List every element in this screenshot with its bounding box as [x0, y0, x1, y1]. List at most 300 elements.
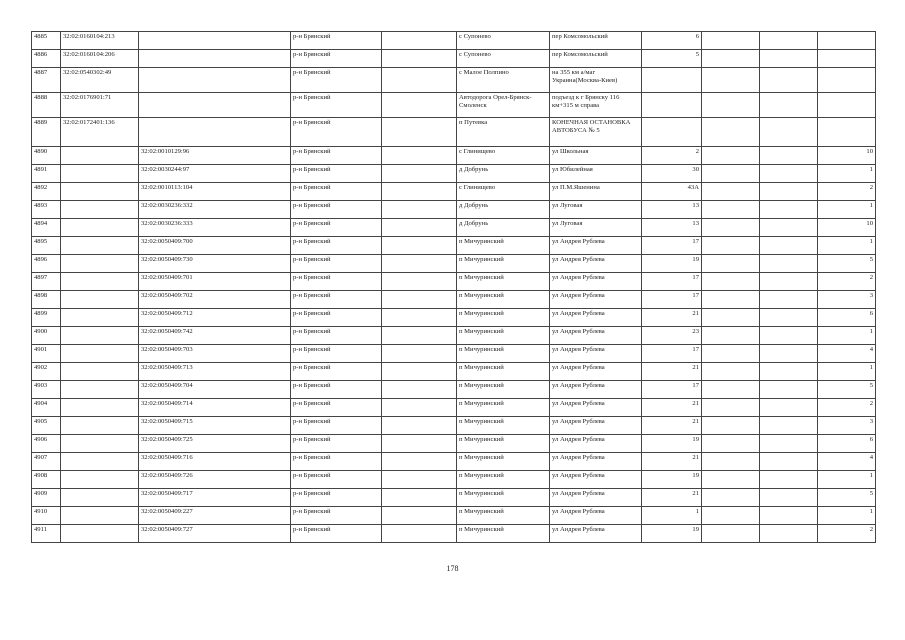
locality-cell: п Мичуринский — [457, 363, 550, 381]
district-cell: р-н Брянский — [291, 118, 382, 147]
empty-cell — [702, 237, 760, 255]
cadastral-number-cell — [61, 255, 139, 273]
cadastral-number-cell — [61, 363, 139, 381]
empty-cell — [702, 68, 760, 93]
row-number-cell: 4896 — [32, 255, 61, 273]
locality-cell: с Глинищево — [457, 147, 550, 165]
table-row — [32, 219, 876, 237]
empty-cell — [702, 50, 760, 68]
district-cell: р-н Брянский — [291, 291, 382, 309]
apartment-cell: 6 — [818, 309, 876, 327]
building-cadastral-cell: 32:02:0050409:727 — [139, 525, 291, 543]
cadastral-number-cell — [61, 381, 139, 399]
house-number-cell: 43А — [642, 183, 702, 201]
building-cadastral-cell: 32:02:0050409:715 — [139, 417, 291, 435]
locality-cell: п Мичуринский — [457, 345, 550, 363]
locality-cell: п Путевка — [457, 118, 550, 147]
district-cell: р-н Брянский — [291, 147, 382, 165]
cadastral-number-cell: 32:02:0172401:136 — [61, 118, 139, 147]
house-number-cell — [642, 118, 702, 147]
apartment-cell: 5 — [818, 381, 876, 399]
house-number-cell: 13 — [642, 219, 702, 237]
empty-cell — [760, 453, 818, 471]
apartment-cell: 3 — [818, 417, 876, 435]
empty-cell — [382, 363, 457, 381]
empty-cell — [382, 381, 457, 399]
house-number-cell: 21 — [642, 399, 702, 417]
table-row — [32, 93, 876, 118]
building-cadastral-cell — [139, 68, 291, 93]
row-number-cell: 4901 — [32, 345, 61, 363]
building-cadastral-cell: 32:02:0050409:717 — [139, 489, 291, 507]
district-cell: р-н Брянский — [291, 489, 382, 507]
row-number-cell: 4900 — [32, 327, 61, 345]
cadastral-number-cell — [61, 183, 139, 201]
street-cell: ул Андрея Рублева — [550, 489, 642, 507]
apartment-cell: 3 — [818, 291, 876, 309]
empty-cell — [760, 309, 818, 327]
district-cell: р-н Брянский — [291, 255, 382, 273]
street-cell: ул Юбилейная — [550, 165, 642, 183]
house-number-cell — [642, 93, 702, 118]
street-cell: ул П.М.Яшенина — [550, 183, 642, 201]
cadastral-number-cell — [61, 345, 139, 363]
table-row — [32, 273, 876, 291]
district-cell: р-н Брянский — [291, 327, 382, 345]
house-number-cell: 17 — [642, 291, 702, 309]
empty-cell — [382, 183, 457, 201]
street-cell: подъезд к г Брянску 116 км+315 м справа — [550, 93, 642, 118]
registry-rows — [32, 32, 876, 543]
cadastral-number-cell — [61, 471, 139, 489]
house-number-cell: 30 — [642, 165, 702, 183]
street-cell: на 355 км а/маг Украина(Москва-Киев) — [550, 68, 642, 93]
locality-cell: п Мичуринский — [457, 399, 550, 417]
building-cadastral-cell — [139, 93, 291, 118]
apartment-cell — [818, 32, 876, 50]
empty-cell — [702, 399, 760, 417]
empty-cell — [382, 327, 457, 345]
district-cell: р-н Брянский — [291, 363, 382, 381]
empty-cell — [702, 219, 760, 237]
locality-cell: п Мичуринский — [457, 453, 550, 471]
empty-cell — [760, 507, 818, 525]
cadastral-number-cell — [61, 165, 139, 183]
street-cell: ул Луговая — [550, 201, 642, 219]
empty-cell — [382, 417, 457, 435]
street-cell: ул Андрея Рублева — [550, 273, 642, 291]
empty-cell — [702, 435, 760, 453]
table-row — [32, 147, 876, 165]
table-row — [32, 417, 876, 435]
empty-cell — [760, 471, 818, 489]
building-cadastral-cell: 32:02:0050409:725 — [139, 435, 291, 453]
table-row — [32, 381, 876, 399]
locality-cell: п Мичуринский — [457, 309, 550, 327]
apartment-cell: 10 — [818, 219, 876, 237]
apartment-cell: 1 — [818, 363, 876, 381]
building-cadastral-cell: 32:02:0050409:701 — [139, 273, 291, 291]
apartment-cell: 2 — [818, 525, 876, 543]
district-cell: р-н Брянский — [291, 471, 382, 489]
locality-cell: д Добрунь — [457, 201, 550, 219]
table-row — [32, 471, 876, 489]
house-number-cell: 19 — [642, 255, 702, 273]
empty-cell — [760, 291, 818, 309]
empty-cell — [702, 183, 760, 201]
empty-cell — [382, 50, 457, 68]
row-number-cell: 4886 — [32, 50, 61, 68]
street-cell: пер Комсомольский — [550, 32, 642, 50]
locality-cell: п Мичуринский — [457, 489, 550, 507]
table-row — [32, 118, 876, 147]
table-row — [32, 237, 876, 255]
street-cell: ул Андрея Рублева — [550, 309, 642, 327]
building-cadastral-cell — [139, 50, 291, 68]
street-cell: ул Луговая — [550, 219, 642, 237]
empty-cell — [382, 219, 457, 237]
cadastral-number-cell: 32:02:0540302:49 — [61, 68, 139, 93]
empty-cell — [702, 327, 760, 345]
apartment-cell: 1 — [818, 201, 876, 219]
row-number-cell: 4897 — [32, 273, 61, 291]
house-number-cell: 13 — [642, 201, 702, 219]
table-row — [32, 50, 876, 68]
empty-cell — [702, 255, 760, 273]
table-row — [32, 255, 876, 273]
empty-cell — [382, 201, 457, 219]
district-cell: р-н Брянский — [291, 345, 382, 363]
apartment-cell: 1 — [818, 237, 876, 255]
building-cadastral-cell: 32:02:0030236:332 — [139, 201, 291, 219]
building-cadastral-cell: 32:02:0010113:104 — [139, 183, 291, 201]
empty-cell — [382, 165, 457, 183]
street-cell: ул Школьная — [550, 147, 642, 165]
row-number-cell: 4910 — [32, 507, 61, 525]
cadastral-number-cell — [61, 219, 139, 237]
street-cell: пер Комсомольский — [550, 50, 642, 68]
street-cell: ул Андрея Рублева — [550, 381, 642, 399]
house-number-cell — [642, 68, 702, 93]
empty-cell — [702, 273, 760, 291]
locality-cell: п Мичуринский — [457, 255, 550, 273]
district-cell: р-н Брянский — [291, 273, 382, 291]
row-number-cell: 4907 — [32, 453, 61, 471]
house-number-cell: 21 — [642, 363, 702, 381]
empty-cell — [702, 381, 760, 399]
street-cell: ул Андрея Рублева — [550, 291, 642, 309]
cadastral-number-cell — [61, 147, 139, 165]
empty-cell — [702, 471, 760, 489]
row-number-cell: 4893 — [32, 201, 61, 219]
house-number-cell: 6 — [642, 32, 702, 50]
house-number-cell: 21 — [642, 453, 702, 471]
cadastral-number-cell — [61, 435, 139, 453]
empty-cell — [382, 237, 457, 255]
table-row — [32, 165, 876, 183]
empty-cell — [702, 417, 760, 435]
apartment-cell: 5 — [818, 489, 876, 507]
house-number-cell: 21 — [642, 309, 702, 327]
locality-cell: п Мичуринский — [457, 237, 550, 255]
empty-cell — [760, 165, 818, 183]
street-cell: ул Андрея Рублева — [550, 471, 642, 489]
street-cell: ул Андрея Рублева — [550, 453, 642, 471]
house-number-cell: 21 — [642, 417, 702, 435]
district-cell: р-н Брянский — [291, 399, 382, 417]
district-cell: р-н Брянский — [291, 309, 382, 327]
district-cell: р-н Брянский — [291, 507, 382, 525]
table-row — [32, 525, 876, 543]
street-cell: ул Андрея Рублева — [550, 345, 642, 363]
building-cadastral-cell: 32:02:0050409:742 — [139, 327, 291, 345]
locality-cell: с Супонево — [457, 50, 550, 68]
street-cell: ул Андрея Рублева — [550, 507, 642, 525]
building-cadastral-cell — [139, 118, 291, 147]
house-number-cell: 23 — [642, 327, 702, 345]
locality-cell: с Супонево — [457, 32, 550, 50]
empty-cell — [760, 525, 818, 543]
house-number-cell: 17 — [642, 273, 702, 291]
empty-cell — [702, 507, 760, 525]
empty-cell — [760, 183, 818, 201]
building-cadastral-cell: 32:02:0050409:716 — [139, 453, 291, 471]
row-number-cell: 4909 — [32, 489, 61, 507]
row-number-cell: 4905 — [32, 417, 61, 435]
locality-cell: д Добрунь — [457, 219, 550, 237]
empty-cell — [702, 93, 760, 118]
row-number-cell: 4902 — [32, 363, 61, 381]
empty-cell — [702, 345, 760, 363]
locality-cell: п Мичуринский — [457, 273, 550, 291]
building-cadastral-cell: 32:02:0050409:714 — [139, 399, 291, 417]
empty-cell — [702, 525, 760, 543]
table-row — [32, 32, 876, 50]
row-number-cell: 4895 — [32, 237, 61, 255]
table-row — [32, 435, 876, 453]
empty-cell — [702, 165, 760, 183]
locality-cell: с Малое Полпино — [457, 68, 550, 93]
locality-cell: п Мичуринский — [457, 435, 550, 453]
building-cadastral-cell: 32:02:0010129:96 — [139, 147, 291, 165]
empty-cell — [382, 507, 457, 525]
row-number-cell: 4891 — [32, 165, 61, 183]
street-cell: ул Андрея Рублева — [550, 237, 642, 255]
district-cell: р-н Брянский — [291, 68, 382, 93]
street-cell: ул Андрея Рублева — [550, 435, 642, 453]
empty-cell — [702, 309, 760, 327]
locality-cell: п Мичуринский — [457, 525, 550, 543]
street-cell: ул Андрея Рублева — [550, 417, 642, 435]
apartment-cell — [818, 118, 876, 147]
building-cadastral-cell: 32:02:0030236:333 — [139, 219, 291, 237]
empty-cell — [760, 435, 818, 453]
empty-cell — [760, 237, 818, 255]
house-number-cell: 5 — [642, 50, 702, 68]
empty-cell — [702, 201, 760, 219]
cadastral-number-cell — [61, 291, 139, 309]
district-cell: р-н Брянский — [291, 50, 382, 68]
house-number-cell: 21 — [642, 489, 702, 507]
table-row — [32, 489, 876, 507]
row-number-cell: 4888 — [32, 93, 61, 118]
row-number-cell: 4908 — [32, 471, 61, 489]
house-number-cell: 17 — [642, 345, 702, 363]
empty-cell — [760, 417, 818, 435]
empty-cell — [760, 219, 818, 237]
house-number-cell: 19 — [642, 471, 702, 489]
empty-cell — [382, 32, 457, 50]
table-row — [32, 453, 876, 471]
empty-cell — [702, 118, 760, 147]
empty-cell — [382, 489, 457, 507]
building-cadastral-cell: 32:02:0050409:713 — [139, 363, 291, 381]
empty-cell — [760, 345, 818, 363]
empty-cell — [760, 118, 818, 147]
empty-cell — [702, 363, 760, 381]
house-number-cell: 17 — [642, 381, 702, 399]
house-number-cell: 19 — [642, 435, 702, 453]
table-row — [32, 363, 876, 381]
apartment-cell: 1 — [818, 327, 876, 345]
row-number-cell: 4911 — [32, 525, 61, 543]
row-number-cell: 4904 — [32, 399, 61, 417]
apartment-cell: 10 — [818, 147, 876, 165]
building-cadastral-cell: 32:02:0050409:712 — [139, 309, 291, 327]
empty-cell — [382, 309, 457, 327]
empty-cell — [760, 489, 818, 507]
locality-cell: с Глинищево — [457, 183, 550, 201]
empty-cell — [702, 489, 760, 507]
empty-cell — [760, 255, 818, 273]
empty-cell — [760, 50, 818, 68]
empty-cell — [702, 32, 760, 50]
street-cell: ул Андрея Рублева — [550, 363, 642, 381]
apartment-cell: 4 — [818, 345, 876, 363]
cadastral-number-cell — [61, 327, 139, 345]
street-cell: ул Андрея Рублева — [550, 327, 642, 345]
district-cell: р-н Брянский — [291, 201, 382, 219]
apartment-cell: 4 — [818, 453, 876, 471]
empty-cell — [382, 93, 457, 118]
house-number-cell: 19 — [642, 525, 702, 543]
street-cell: ул Андрея Рублева — [550, 525, 642, 543]
building-cadastral-cell — [139, 32, 291, 50]
empty-cell — [760, 147, 818, 165]
house-number-cell: 17 — [642, 237, 702, 255]
cadastral-number-cell — [61, 489, 139, 507]
empty-cell — [382, 118, 457, 147]
locality-cell: п Мичуринский — [457, 417, 550, 435]
empty-cell — [760, 32, 818, 50]
row-number-cell: 4898 — [32, 291, 61, 309]
district-cell: р-н Брянский — [291, 417, 382, 435]
cadastral-number-cell — [61, 399, 139, 417]
cadastral-number-cell — [61, 453, 139, 471]
row-number-cell: 4885 — [32, 32, 61, 50]
empty-cell — [702, 291, 760, 309]
cadastral-number-cell — [61, 273, 139, 291]
locality-cell: д Добрунь — [457, 165, 550, 183]
cadastral-number-cell: 32:02:0176901:71 — [61, 93, 139, 118]
building-cadastral-cell: 32:02:0050409:730 — [139, 255, 291, 273]
empty-cell — [760, 93, 818, 118]
district-cell: р-н Брянский — [291, 32, 382, 50]
locality-cell: п Мичуринский — [457, 291, 550, 309]
row-number-cell: 4892 — [32, 183, 61, 201]
row-number-cell: 4899 — [32, 309, 61, 327]
building-cadastral-cell: 32:02:0050409:703 — [139, 345, 291, 363]
district-cell: р-н Брянский — [291, 219, 382, 237]
empty-cell — [382, 291, 457, 309]
building-cadastral-cell: 32:02:0030244:97 — [139, 165, 291, 183]
empty-cell — [382, 399, 457, 417]
empty-cell — [760, 68, 818, 93]
district-cell: р-н Брянский — [291, 453, 382, 471]
cadastral-number-cell: 32:02:0160104:206 — [61, 50, 139, 68]
district-cell: р-н Брянский — [291, 165, 382, 183]
row-number-cell: 4887 — [32, 68, 61, 93]
cadastral-number-cell — [61, 309, 139, 327]
apartment-cell: 2 — [818, 183, 876, 201]
table-row — [32, 183, 876, 201]
apartment-cell — [818, 50, 876, 68]
page-number: 178 — [446, 564, 459, 573]
locality-cell: п Мичуринский — [457, 471, 550, 489]
empty-cell — [760, 381, 818, 399]
empty-cell — [760, 273, 818, 291]
apartment-cell: 1 — [818, 507, 876, 525]
cadastral-number-cell: 32:02:0160104:213 — [61, 32, 139, 50]
apartment-cell: 6 — [818, 435, 876, 453]
empty-cell — [382, 471, 457, 489]
empty-cell — [760, 399, 818, 417]
table-row — [32, 327, 876, 345]
district-cell: р-н Брянский — [291, 525, 382, 543]
empty-cell — [382, 255, 457, 273]
empty-cell — [382, 435, 457, 453]
building-cadastral-cell: 32:02:0050409:700 — [139, 237, 291, 255]
cadastral-number-cell — [61, 201, 139, 219]
apartment-cell: 1 — [818, 471, 876, 489]
row-number-cell: 4894 — [32, 219, 61, 237]
district-cell: р-н Брянский — [291, 93, 382, 118]
building-cadastral-cell: 32:02:0050409:726 — [139, 471, 291, 489]
table-row — [32, 291, 876, 309]
registry-table — [31, 31, 876, 543]
table-row — [32, 507, 876, 525]
table-row — [32, 309, 876, 327]
empty-cell — [760, 201, 818, 219]
apartment-cell — [818, 93, 876, 118]
empty-cell — [760, 327, 818, 345]
empty-cell — [702, 453, 760, 471]
table-row — [32, 345, 876, 363]
locality-cell: Автодорога Орел-Брянск-Смоленск — [457, 93, 550, 118]
building-cadastral-cell: 32:02:0050409:702 — [139, 291, 291, 309]
street-cell: КОНЕЧНАЯ ОСТАНОВКА АВТОБУСА № 5 — [550, 118, 642, 147]
apartment-cell: 2 — [818, 399, 876, 417]
empty-cell — [382, 147, 457, 165]
cadastral-number-cell — [61, 237, 139, 255]
empty-cell — [702, 147, 760, 165]
district-cell: р-н Брянский — [291, 183, 382, 201]
district-cell: р-н Брянский — [291, 435, 382, 453]
locality-cell: п Мичуринский — [457, 381, 550, 399]
table-row — [32, 399, 876, 417]
building-cadastral-cell: 32:02:0050409:704 — [139, 381, 291, 399]
district-cell: р-н Брянский — [291, 237, 382, 255]
